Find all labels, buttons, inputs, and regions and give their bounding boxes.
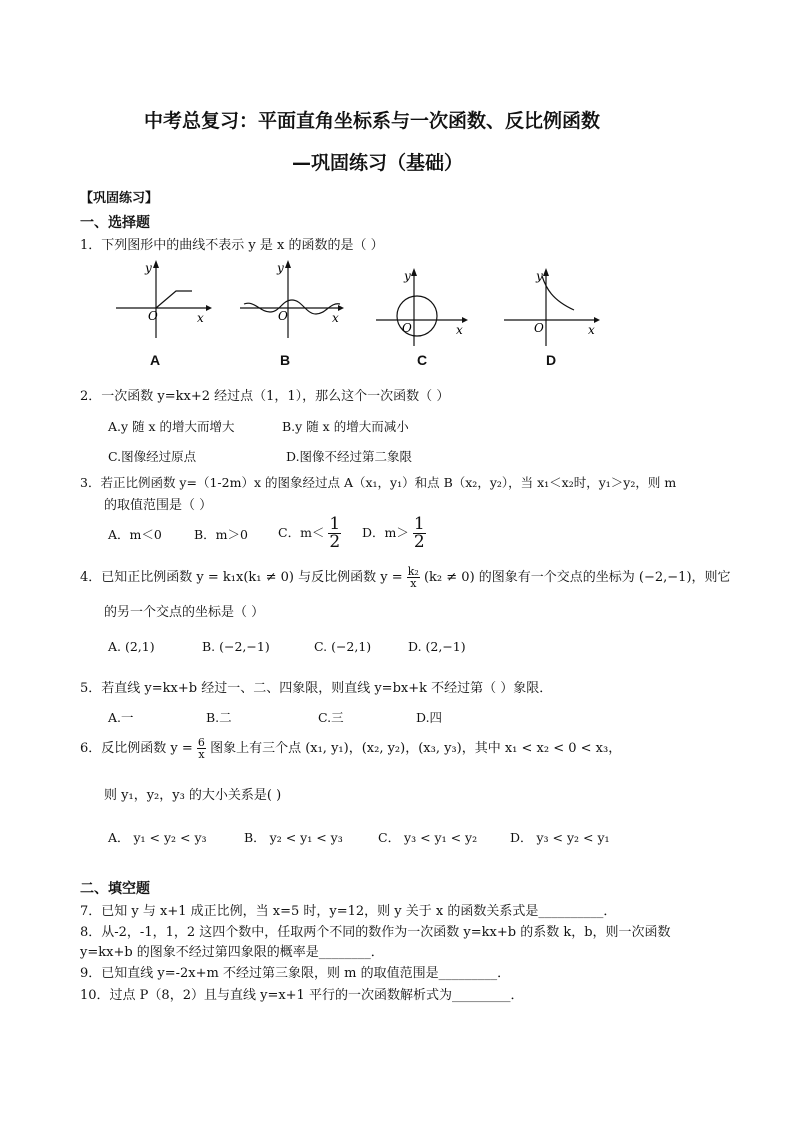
q4-option-b: B. (−2,−1) — [202, 639, 270, 654]
q2-option-d: D.图像不经过第二象限 — [286, 449, 413, 464]
q6-option-d: D． y₃ < y₂ < y₁ — [510, 830, 610, 845]
graph-label-a: A — [150, 352, 161, 368]
svg-text:y: y — [277, 261, 284, 275]
q5-option-a: A.一 — [108, 710, 134, 725]
q6-option-c: C． y₃ < y₁ < y₂ — [378, 830, 478, 845]
question-6-stem: 6．反比例函数 y = $\frac{6}{x}$ 图象上有三个点 (x₁, y₁)，(x₂, y₂)，(x₃, y₃)，其中 x₁ < x₂ < 0 < x₃， — [80, 736, 622, 761]
graph-c — [374, 266, 474, 346]
x-axis-label: x — [197, 311, 204, 325]
q3-option-a: A．m＜0 — [108, 527, 162, 542]
page-title: 中考总复习：平面直角坐标系与一次函数、反比例函数 — [144, 110, 601, 132]
question-10: 10．过点 P（8，2）且与直线 y=x+1 平行的一次函数解析式为_________． — [80, 988, 524, 1003]
question-3-stem: 3．若正比例函数 y=（1-2m）x 的图象经过点 A（x₁，y₁）和点 B（x₂，y₂），当 x₁＜x₂时，y₁＞y₂，则 m — [80, 475, 677, 490]
section-tag: 【巩固练习】 — [80, 191, 159, 206]
svg-text:x: x — [332, 311, 339, 325]
q3-option-c: C．m＜ $\frac{1}{2}$ — [278, 514, 341, 552]
graph-label-c: C — [417, 352, 428, 368]
q4-option-c: C. (−2,1) — [314, 639, 372, 654]
q2-option-b: B.y 随 x 的增大而减小 — [282, 419, 409, 434]
question-6-stem-line2: 则 y₁，y₂，y₃ 的大小关系是( ) — [104, 788, 282, 803]
question-3-stem-line2: 的取值范围是（ ） — [104, 498, 213, 513]
q4-option-d: D. (2,−1) — [408, 639, 466, 654]
question-4-stem-line2: 的另一个交点的坐标是（ ） — [104, 605, 265, 620]
question-8-line1: 8．从-2，-1，1，2 这四个数中，任取两个不同的数作为一次函数 y=kx+b 的系数 k，b，则一次函数 — [80, 925, 671, 940]
svg-text:O: O — [534, 321, 544, 335]
origin-label: O — [148, 309, 158, 323]
page-subtitle: —巩固练习（基础） — [292, 152, 464, 174]
question-1-stem: 1．下列图形中的曲线不表示 y 是 x 的函数的是（ ） — [80, 238, 384, 253]
q5-option-b: B.二 — [206, 710, 232, 725]
question-5-stem: 5．若直线 y=kx+b 经过一、二、四象限，则直线 y=bx+k 不经过第（ ）象限． — [80, 681, 553, 696]
q5-option-d: D.四 — [416, 710, 443, 725]
question-7: 7．已知 y 与 x+1 成正比例，当 x=5 时，y=12，则 y 关于 x 的函数关系式是__________． — [80, 904, 617, 919]
question-8-line2: y=kx+b 的图象不经过第四象限的概率是________． — [80, 945, 384, 960]
svg-text:x: x — [588, 323, 595, 337]
question-4-stem: 4．已知正比例函数 y = k₁x(k₁ ≠ 0) 与反比例函数 y = $\frac{\text{k₂}}{x}$ (k₂ ≠ 0) 的图象有一个交点的坐标为 (−2,−1)，则它 — [80, 565, 731, 590]
q4-option-a: A. (2,1) — [108, 639, 155, 654]
svg-text:x: x — [456, 323, 463, 337]
svg-text:O: O — [278, 309, 288, 323]
section-heading-fill: 二、填空题 — [80, 881, 150, 897]
graph-label-b: B — [280, 352, 291, 368]
graph-a — [112, 260, 212, 340]
svg-text:y: y — [404, 269, 411, 283]
graph-d — [502, 266, 606, 346]
section-heading-choice: 一、选择题 — [80, 215, 150, 231]
q2-option-a: A.y 随 x 的增大而增大 — [108, 419, 235, 434]
q3-option-d: D．m＞ $\frac{1}{2}$ — [362, 514, 425, 552]
question-9: 9．已知直线 y=-2x+m 不经过第三象限，则 m 的取值范围是_________． — [80, 966, 511, 981]
q6-option-a: A． y₁ < y₂ < y₃ — [108, 830, 207, 845]
q3-option-b: B．m＞0 — [194, 527, 248, 542]
y-axis-label: y — [145, 261, 152, 275]
svg-text:y: y — [536, 269, 543, 283]
graph-label-d: D — [546, 352, 557, 368]
q5-option-c: C.三 — [318, 710, 344, 725]
svg-text:O: O — [402, 321, 412, 335]
question-2-stem: 2．一次函数 y=kx+2 经过点（1，1），那么这个一次函数（ ） — [80, 389, 450, 404]
q2-option-c: C.图像经过原点 — [108, 449, 197, 464]
graph-b — [240, 260, 350, 340]
q6-option-b: B． y₂ < y₁ < y₃ — [244, 830, 343, 845]
